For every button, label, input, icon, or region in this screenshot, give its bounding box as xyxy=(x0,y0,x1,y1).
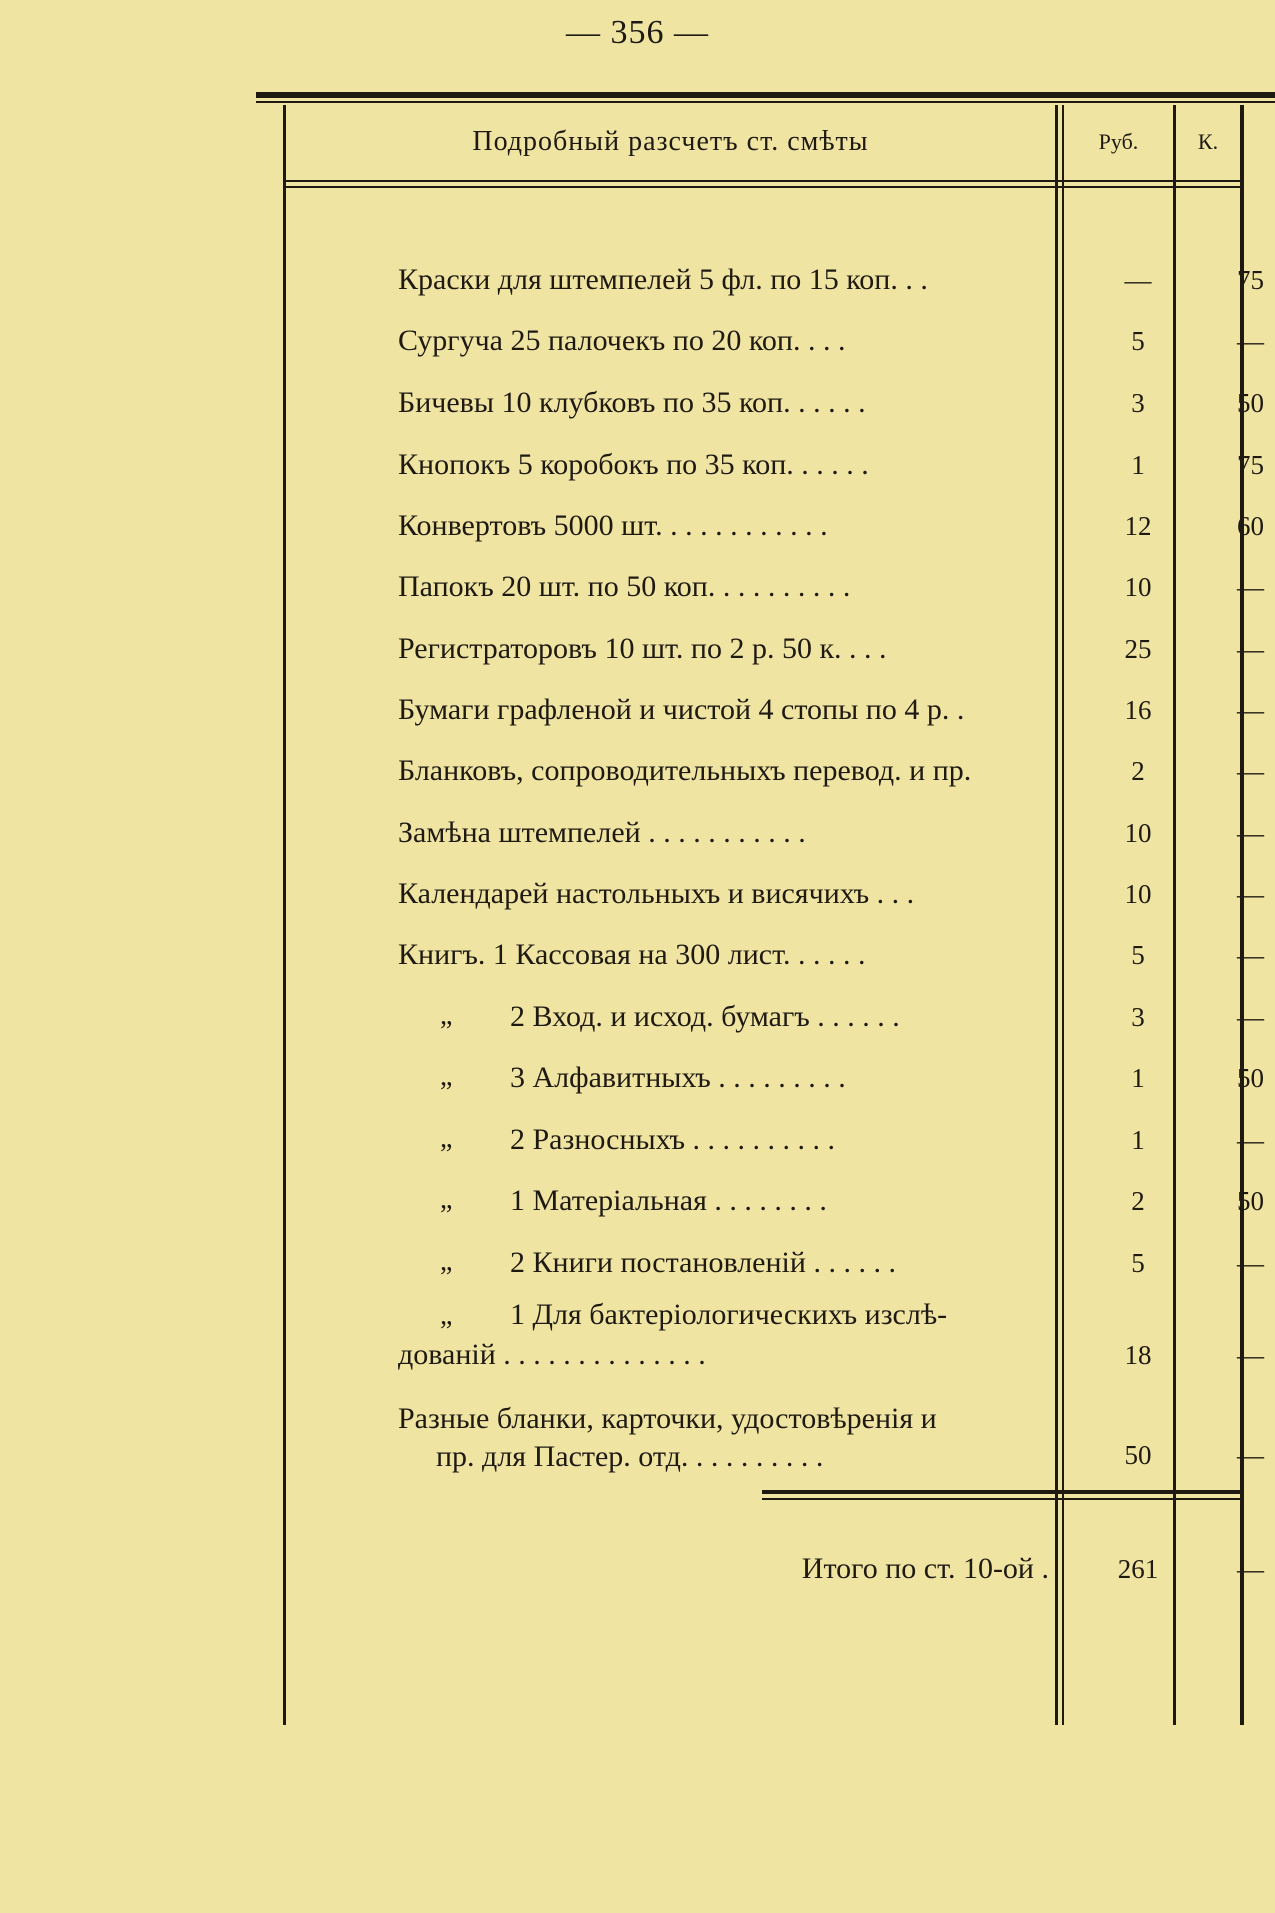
row-kopecks: 50 xyxy=(1237,1063,1264,1093)
row-kopecks: 60 xyxy=(1237,511,1264,541)
row-kopecks: — xyxy=(1237,634,1264,664)
table-row xyxy=(0,1053,1275,1115)
table-row xyxy=(0,255,1275,317)
row-label: Сургуча 25 палочекъ по 20 коп. . . . xyxy=(398,324,846,357)
row-rubles: 1 xyxy=(1131,1125,1145,1155)
row-rubles: 5 xyxy=(1131,1248,1145,1278)
table-row xyxy=(0,930,1275,992)
row-kopecks: 50 xyxy=(1237,388,1264,418)
row-rubles: 10 xyxy=(1124,572,1152,602)
row-rubles: 1 xyxy=(1131,1063,1145,1093)
row-rubles: 3 xyxy=(1131,388,1145,418)
row-rubles: 2 xyxy=(1131,1186,1145,1216)
row-label: 3 Алфавитныхъ . . . . . . . . . xyxy=(510,1061,846,1094)
row-label: Конвертовъ 5000 шт. . . . . . . . . . . . xyxy=(398,509,828,542)
row-rubles: 25 xyxy=(1124,634,1152,664)
row-rubles: 10 xyxy=(1124,879,1152,909)
page-number: — 356 — xyxy=(566,14,709,51)
total-rule-2 xyxy=(762,1498,1240,1500)
total-label: Итого по ст. 10-ой . xyxy=(801,1552,1049,1585)
table-row xyxy=(0,1402,1275,1482)
row-kopecks: — xyxy=(1237,818,1264,848)
header-rule xyxy=(286,180,1240,182)
row-kopecks: — xyxy=(1237,695,1264,725)
row-kopecks: — xyxy=(1237,326,1264,356)
row-label-line2: пр. для Пастер. отд. . . . . . . . . . xyxy=(436,1440,824,1473)
row-kopecks: — xyxy=(1237,1125,1264,1155)
row-label-line2: дованій . . . . . . . . . . . . . . xyxy=(398,1338,706,1371)
total-rubles: 261 xyxy=(1117,1554,1159,1584)
row-rubles: 5 xyxy=(1131,326,1145,356)
table-row xyxy=(0,1298,1275,1390)
row-kopecks: 50 xyxy=(1237,1186,1264,1216)
row-kopecks: — xyxy=(1237,940,1264,970)
column-header-kopecks: К. xyxy=(1197,129,1219,154)
table-row xyxy=(0,440,1275,502)
table-row xyxy=(0,746,1275,808)
column-header-description: Подробный разсчетъ ст. смѣты xyxy=(472,126,869,157)
row-label: 1 Матеріальная . . . . . . . . xyxy=(510,1184,827,1217)
row-kopecks: — xyxy=(1237,1248,1264,1278)
header-rule-2 xyxy=(286,186,1240,188)
row-label: Регистраторовъ 10 шт. по 2 р. 50 к. . . . xyxy=(398,632,887,665)
table-row xyxy=(0,1238,1275,1300)
row-rubles: 1 xyxy=(1131,450,1145,480)
total-rule xyxy=(762,1490,1240,1494)
row-rubles: 2 xyxy=(1131,756,1145,786)
table-row xyxy=(0,808,1275,870)
row-rubles: 5 xyxy=(1131,940,1145,970)
table-row xyxy=(0,624,1275,686)
table-row xyxy=(0,316,1275,378)
ditto-mark: „ xyxy=(440,1123,453,1154)
ditto-mark: „ xyxy=(440,1300,453,1331)
row-label-line1: 1 Для бактеріологическихъ изслѣ- xyxy=(510,1298,948,1331)
row-rubles: 18 xyxy=(1124,1340,1152,1370)
row-kopecks: — xyxy=(1237,572,1264,602)
column-header-rubles: Руб. xyxy=(1098,129,1139,154)
table-row xyxy=(0,1115,1275,1177)
row-kopecks: — xyxy=(1237,1440,1264,1470)
row-label: 2 Разносныхъ . . . . . . . . . . xyxy=(510,1123,836,1156)
row-rubles: 16 xyxy=(1124,695,1152,725)
row-label-line1: Разные бланки, карточки, удостовѣренія и xyxy=(398,1402,937,1435)
ditto-mark: „ xyxy=(440,1184,453,1215)
row-label: Бумаги графленой и чистой 4 стопы по 4 р. . xyxy=(398,693,965,726)
row-kopecks: — xyxy=(1237,1002,1264,1032)
ditto-mark: „ xyxy=(440,1061,453,1092)
row-label: Папокъ 20 шт. по 50 коп. . . . . . . . . . xyxy=(398,570,851,603)
table-row xyxy=(0,869,1275,931)
ditto-mark: „ xyxy=(440,1246,453,1277)
top-rule-thin xyxy=(256,101,1275,103)
total-kopecks: — xyxy=(1237,1554,1264,1584)
row-kopecks: 75 xyxy=(1237,450,1264,480)
ditto-mark: „ xyxy=(440,1000,453,1031)
table-row xyxy=(0,685,1275,747)
row-kopecks: — xyxy=(1237,879,1264,909)
row-rubles: 3 xyxy=(1131,1002,1145,1032)
row-rubles: 50 xyxy=(1124,1440,1152,1470)
row-label: Бланковъ, сопроводительныхъ перевод. и пр. xyxy=(398,754,972,787)
row-label: Бичевы 10 клубковъ по 35 коп. . . . . . xyxy=(398,386,866,419)
table-row xyxy=(0,378,1275,440)
table-row xyxy=(0,562,1275,624)
row-rubles: — xyxy=(1124,265,1152,295)
row-kopecks: — xyxy=(1237,1340,1264,1370)
top-rule xyxy=(256,92,1275,98)
table-row xyxy=(0,501,1275,563)
row-kopecks: — xyxy=(1237,756,1264,786)
row-kopecks: 75 xyxy=(1237,265,1264,295)
row-rubles: 12 xyxy=(1124,511,1152,541)
row-label: Календарей настольныхъ и висячихъ . . . xyxy=(398,877,915,910)
row-label: Книгъ. 1 Кассовая на 300 лист. . . . . . xyxy=(398,938,866,971)
row-rubles: 10 xyxy=(1124,818,1152,848)
row-label: Замѣна штемпелей . . . . . . . . . . . xyxy=(398,816,806,849)
table-row xyxy=(0,992,1275,1054)
row-label: 2 Книги постановленій . . . . . . xyxy=(510,1246,896,1279)
row-label: Кнопокъ 5 коробокъ по 35 коп. . . . . . xyxy=(398,448,869,481)
row-label: 2 Вход. и исход. бумагъ . . . . . . xyxy=(510,1000,900,1033)
row-label: Краски для штемпелей 5 фл. по 15 коп. . . xyxy=(398,263,928,296)
table-row xyxy=(0,1176,1275,1238)
